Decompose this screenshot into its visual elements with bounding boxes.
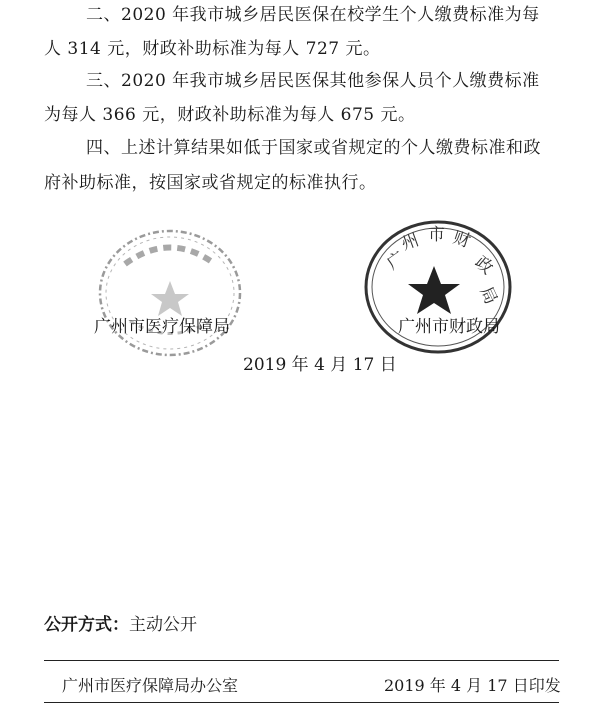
left-official-seal <box>95 226 245 361</box>
svg-text:州: 州 <box>398 230 422 255</box>
footer-bottom-rule <box>44 702 559 703</box>
body-line-3: 三、2020 年我市城乡居民医保其他参保人员个人缴费标准 <box>86 71 540 91</box>
svg-text:财: 财 <box>450 227 473 253</box>
disclosure-value: 主动公开 <box>129 615 197 635</box>
svg-text:政: 政 <box>470 252 497 279</box>
body-line-4: 为每人 366 元，财政补助标准为每人 675 元。 <box>44 105 416 125</box>
body-line-2: 人 314 元，财政补助标准为每人 727 元。 <box>44 39 381 59</box>
svg-text:广: 广 <box>383 247 409 275</box>
body-line-5: 四、上述计算结果如低于国家或省规定的个人缴费标准和政 <box>86 138 541 158</box>
body-line-6: 府补助标准，按国家或省规定的标准执行。 <box>44 173 377 193</box>
left-signer-org: 广州市医疗保障局 <box>94 317 230 337</box>
svg-text:局: 局 <box>475 283 501 308</box>
body-line-1: 二、2020 年我市城乡居民医保在校学生个人缴费标准为每 <box>86 5 540 25</box>
svg-text:市: 市 <box>428 225 445 245</box>
disclosure-label: 公开方式： <box>44 615 129 635</box>
signature-date: 2019 年 4 月 17 日 <box>243 355 397 375</box>
footer-issuer: 广州市医疗保障局办公室 <box>62 676 239 695</box>
right-signer-org: 广州市财政局 <box>398 317 500 337</box>
footer-print-date: 2019 年 4 月 17 日印发 <box>384 676 561 695</box>
footer-top-rule <box>44 660 559 661</box>
disclosure-row <box>44 610 197 635</box>
